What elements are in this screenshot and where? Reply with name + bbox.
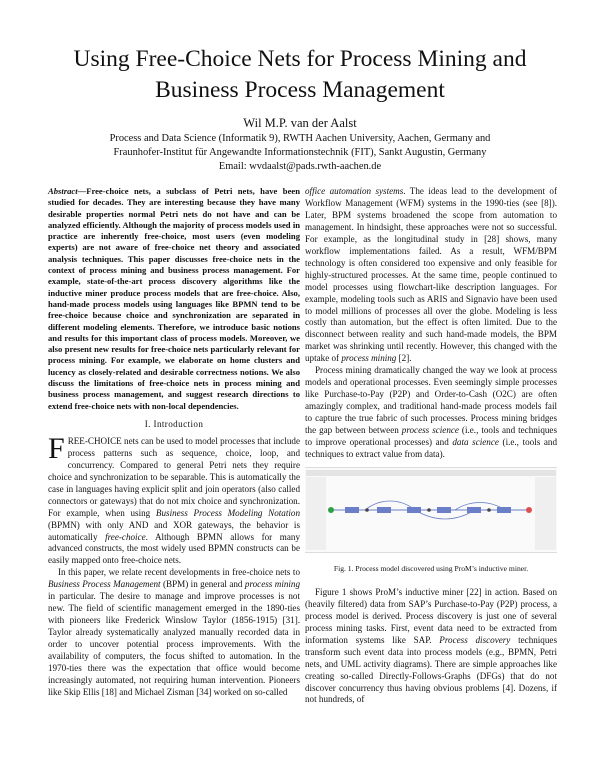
text-segment: . The ideas lead to the development of Workflow Management (WFM) systems in the 1990-ties (see [8]). Later, BPM systems broadened the scope from automation to management. In hindsight, these approaches were not so successful. For example, as the longitudinal study in [28] shows, many workflow implementations failed. As a result, WFM/BPM technology is often considered too expensive and only feasible for highly-structured processes. At the same time, people continued to model processes using flowchart-like description languages. For example, modeling tools such as ARIS and Signavio have been used to model millions of processes all over the globe. Modeling is less costly than automation, but the effect is often limited. Due to the disconnect between reality and such hand-made models, the BPM market was shrinking until recently. However, this changed with the uptake of <box>305 186 557 364</box>
text-segment: Process mining dramatically changed the way we look at process models and operational processes. Even seemingly simple processes like Purchase-to-Pay (P2P) and Order-to-Cash (O2C) are often amazingly complex, and traditional hand-made process models fail to capture the true fabric of such processes. Process mining bridges the gap between between <box>305 365 557 436</box>
text-segment: in particular. The desire to manage and improve processes is not new. The field of scientific management emerged in the 1890-ties with pioneers like Frederick Winslow Taylor (1856-1915) [31]. Taylor already systematically analyzed manually recorded data in order to uncover potential process improvements. With the availability of computers, the focus shifted to automation. In the 1970-ties there was the expectation that office would become increasingly automated, not requiring human intervention. Pioneers like Skip Ellis [18] and Michael Zisman [34] worked on so-called <box>48 591 300 697</box>
text-segment: . Although BPMN allows for many advanced constructs, the most widely used BPMN constructs can be easily mapped onto free-choice nets. <box>48 531 300 566</box>
emphasis-text: Business Process Management <box>48 579 161 590</box>
text-segment: techniques transform such event data into process models (e.g., BPMN, Petri nets, and UML activity diagrams). There are simple approaches like creating so-called Directly-Follows-Graphs (DFGs) that do not discover concurrency thus having obvious problems [4]. Dozens, if not hundreds, of <box>305 634 557 705</box>
drop-cap: F <box>48 431 65 465</box>
abstract-label: Abstract <box>48 186 78 196</box>
text-segment: Figure 1 shows ProM’s inductive miner [22] in action. Based on (heavily filtered) data from SAP’s Purchase-to-Pay (P2P) process, a process model is derived. Process discovery is just one of several process mining tasks. First, event data need to be extracted from information systems like SAP. <box>305 586 557 645</box>
affiliation-line-2: Fraunhofer-Institut für Angewandte Informationstechnik (FIT), Sankt Augustin, Germany <box>113 147 487 158</box>
left-column <box>48 186 300 699</box>
intro-paragraph-1 <box>48 431 300 567</box>
text-segment: (BPM) in general and <box>160 579 245 590</box>
figure-process-model <box>305 467 557 553</box>
abstract <box>48 186 300 412</box>
figure-caption: Fig. 1. Process model discovered using ProM’s inductive miner. <box>333 563 529 573</box>
author-name: Wil M.P. van der Aalst <box>243 116 357 130</box>
intro-paragraph-3 <box>305 186 557 365</box>
intro-paragraph-4 <box>305 365 557 461</box>
text-segment: [2]. <box>396 353 412 364</box>
author-email: Email: wvdaalst@pads.rwth-aachen.de <box>218 161 382 172</box>
emphasis-text: process mining <box>341 353 397 364</box>
author-block <box>40 116 560 174</box>
text-segment: (i.e., tools and techniques to improve operational processes) and <box>305 425 557 448</box>
text-segment: (BPMN) with only AND and XOR gateways, the behavior is automatically <box>48 519 300 542</box>
abstract-text: —Free-choice nets, a subclass of Petri nets, have been studied for decades. They are interesting because they have many desirable properties normal Petri nets do not have and can be analyzed efficiently. Although the majority of process models used in practice are inherently free-choice, most users (even modeling experts) are not aware of free-choice net theory and associated analysis techniques. This paper discusses free-choice nets in the context of process mining and business process management. For example, state-of-the-art process discovery algorithms like the inductive miner produce process models that are free-choice. Also, hand-made process models using languages like BPMN tend to be free-choice because choice and synchronization are separated in different modeling elements. Therefore, we introduce basic notions and results for this important class of process models. Moreover, we also present new results for free-choice nets particularly relevant for process mining. For example, we elaborate on home clusters and lucency as closely-related and desirable correctness notions. We also discuss the limitations of free-choice nets in process mining and business process management, and suggest research directions to extend free-choice nets with non-local dependencies. <box>48 186 300 411</box>
section-heading-introduction: I. Introduction <box>144 418 204 429</box>
intro-paragraph-2 <box>48 567 300 698</box>
emphasis-text: process mining <box>244 579 301 590</box>
intro-paragraph-5 <box>305 587 557 707</box>
emphasis-text: free-choice <box>105 531 146 542</box>
emphasis-text: process science <box>401 425 459 436</box>
emphasis-text: Process discovery <box>439 634 511 645</box>
process-model-graphic <box>305 468 557 552</box>
emphasis-text: Business Process Modeling Notation <box>155 507 300 518</box>
text-segment: In this paper, we relate recent developments in free-choice nets to <box>58 567 300 578</box>
affiliation-line-1: Process and Data Science (Informatik 9), RWTH Aachen University, Aachen, Germany and <box>109 133 491 144</box>
emphasis-text: office automation systems <box>305 186 404 196</box>
emphasis-text: data science <box>452 437 499 448</box>
text-segment: (i.e., tools and techniques to extract value from data). <box>305 437 557 459</box>
right-column <box>305 186 557 706</box>
paper-title: Using Free-Choice Nets for Process Mining and Business Process Management <box>73 46 527 103</box>
text-segment: REE-CHOICE nets can be used to model processes that include process patterns such as sequence, choice, loop, and concurrency. Compared to general Petri nets they require choice and synchronization to be separable. This is automatically the case in languages having explicit split and join operators (also called connectors or gateways) that do not mix choice and synchronization. For example, when using <box>48 435 300 518</box>
